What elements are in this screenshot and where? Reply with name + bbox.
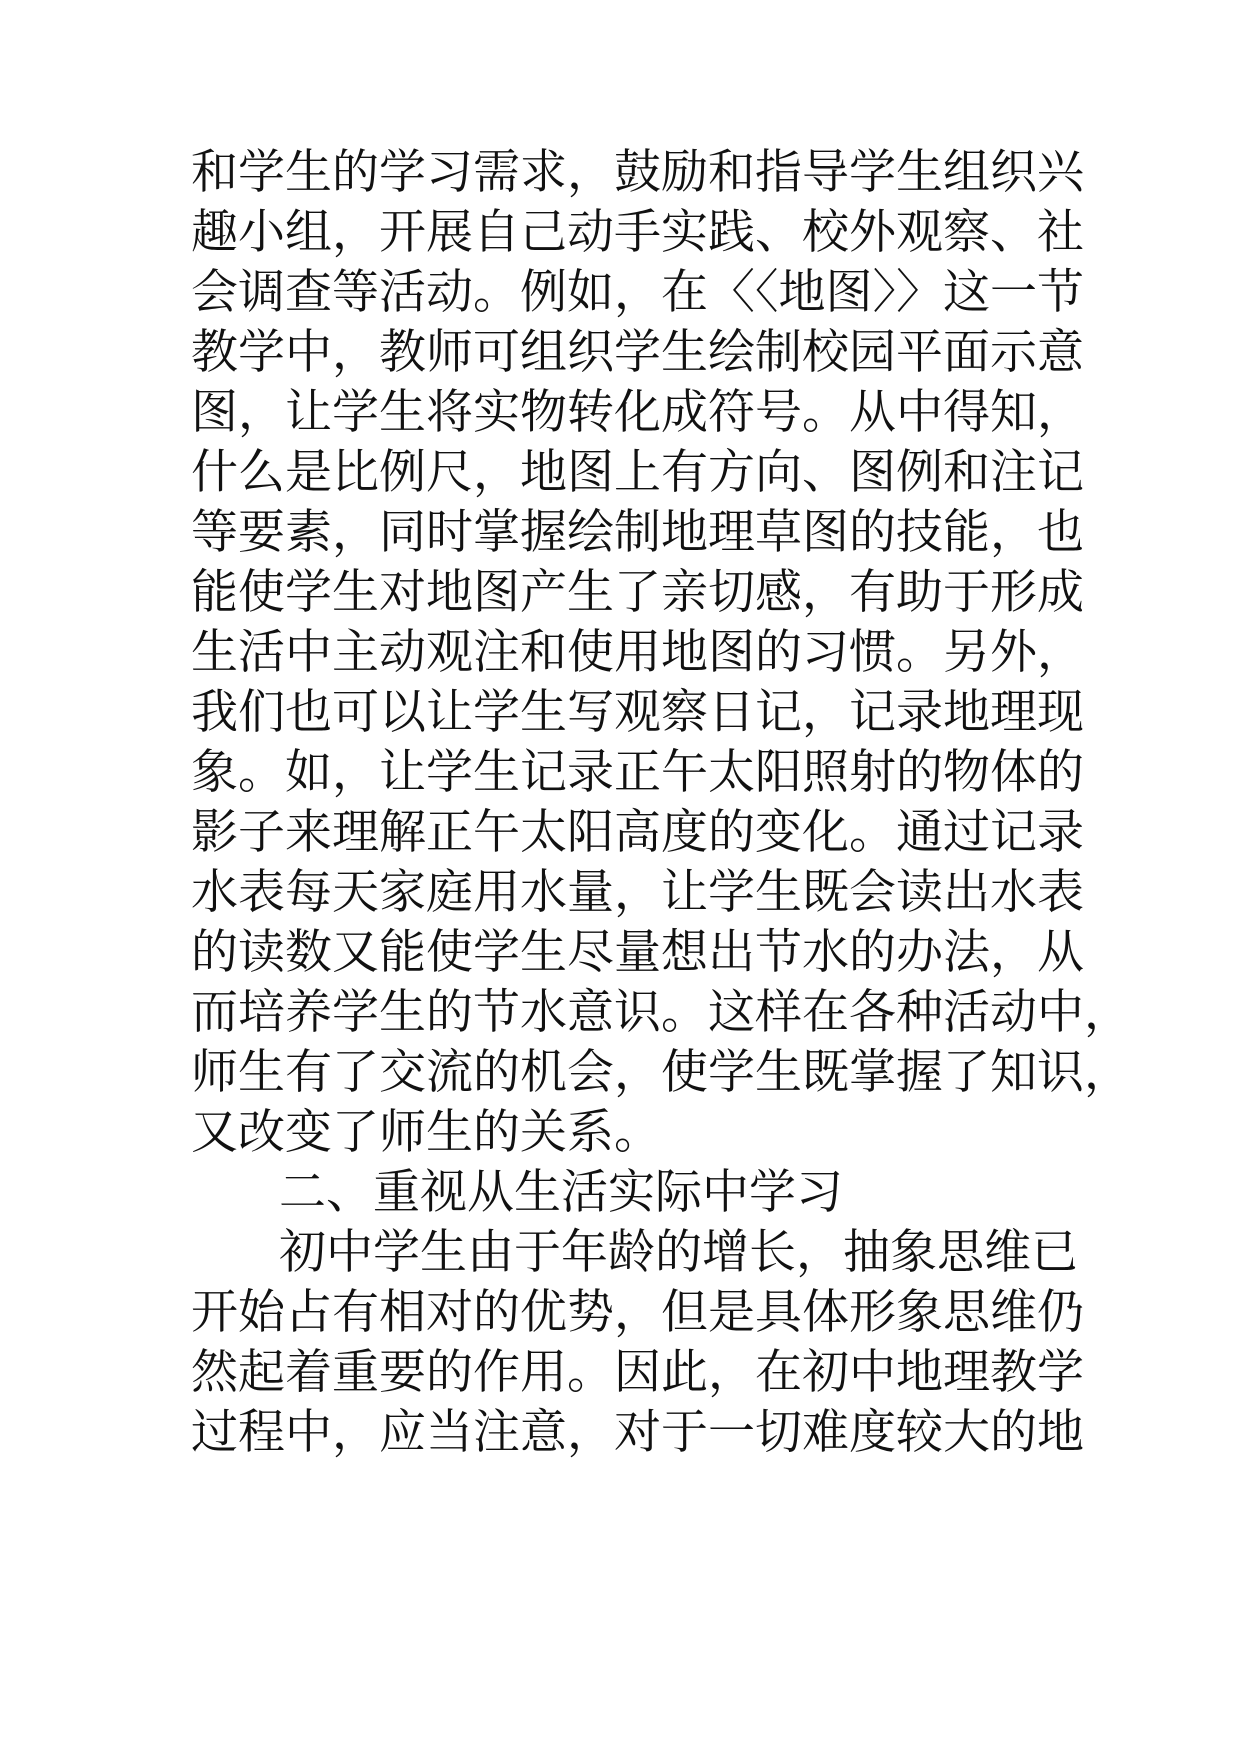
text-line: 开始占有相对的优势，但是具体形象思维仍 [191,1285,1084,1340]
text-line: 生活中主动观注和使用地图的习惯。另外， [191,625,1084,680]
text-line: 会调查等活动。例如，在〈〈地图〉〉这一节 [191,265,1084,320]
text-line: 教学中，教师可组织学生绘制校园平面示意 [191,325,1084,380]
text-line: 又改变了师生的关系。 [191,1105,661,1160]
text-line: 初中学生由于年龄的增长，抽象思维已 [279,1225,1078,1280]
text-line: 水表每天家庭用水量，让学生既会读出水表 [191,865,1084,920]
text-line: 过程中，应当注意，对于一切难度较大的地 [191,1405,1084,1460]
text-line: 影子来理解正午太阳高度的变化。通过记录 [191,805,1084,860]
text-line: 等要素，同时掌握绘制地理草图的技能，也 [191,505,1084,560]
text-line: 然起着重要的作用。因此，在初中地理教学 [191,1345,1084,1400]
text-line: 师生有了交流的机会，使学生既掌握了知识， [191,1045,1131,1100]
text-line: 图，让学生将实物转化成符号。从中得知， [191,385,1084,440]
section-heading: 二、重视从生活实际中学习 [279,1165,843,1220]
text-line: 我们也可以让学生写观察日记，记录地理现 [191,685,1084,740]
text-line: 能使学生对地图产生了亲切感，有助于形成 [191,565,1084,620]
text-line: 的读数又能使学生尽量想出节水的办法，从 [191,925,1084,980]
text-line: 而培养学生的节水意识。这样在各种活动中， [191,985,1131,1040]
text-line: 趣小组，开展自己动手实践、校外观察、社 [191,205,1084,260]
text-line: 什么是比例尺，地图上有方向、图例和注记 [191,445,1084,500]
text-line: 象。如，让学生记录正午太阳照射的物体的 [191,745,1084,800]
document-body [191,143,1131,1463]
text-line: 和学生的学习需求，鼓励和指导学生组织兴 [191,145,1084,200]
